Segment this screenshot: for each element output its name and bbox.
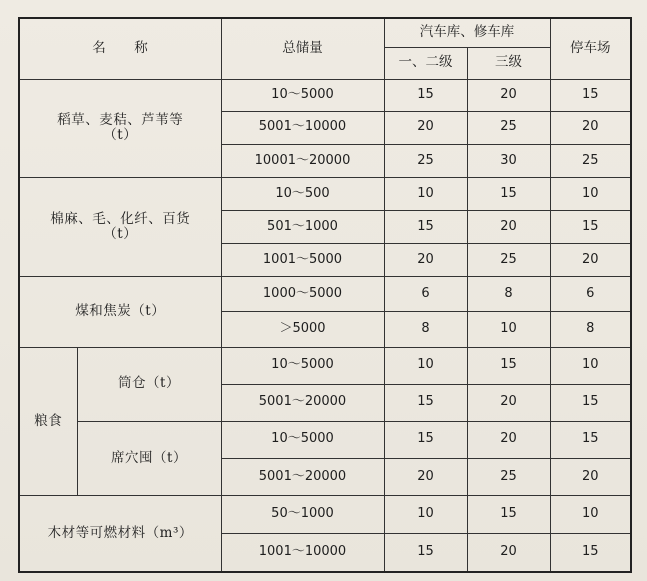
grade12-cell: 15 — [384, 211, 467, 244]
grade3-cell: 25 — [467, 458, 550, 495]
range-cell: 10～5000 — [221, 421, 384, 458]
grain-label: 粮食 — [19, 347, 77, 496]
parking-cell: 10 — [550, 496, 631, 534]
range-cell: 5001～20000 — [221, 384, 384, 421]
header-garage: 汽车库、修车库 — [384, 18, 550, 47]
range-cell: 10001～20000 — [221, 144, 384, 177]
grain-sub-mat: 席穴囤（t） — [77, 421, 221, 495]
grade3-cell: 10 — [467, 312, 550, 347]
grade3-cell: 8 — [467, 277, 550, 312]
range-cell: 10～5000 — [221, 347, 384, 384]
grade3-cell: 20 — [467, 384, 550, 421]
group-name-wood: 木材等可燃材料（m³） — [19, 496, 221, 572]
range-cell: 10～5000 — [221, 79, 384, 111]
parking-cell: 15 — [550, 384, 631, 421]
grade12-cell: 20 — [384, 111, 467, 144]
grade12-cell: 8 — [384, 312, 467, 347]
header-total: 总储量 — [221, 18, 384, 79]
range-cell: 50～1000 — [221, 496, 384, 534]
range-cell: ＞5000 — [221, 312, 384, 347]
range-cell: 5001～20000 — [221, 458, 384, 495]
range-cell: 10～500 — [221, 178, 384, 211]
fire-distance-table — [18, 17, 632, 573]
range-cell: 1000～5000 — [221, 277, 384, 312]
parking-cell: 20 — [550, 111, 631, 144]
parking-cell: 20 — [550, 244, 631, 277]
grade12-cell: 25 — [384, 144, 467, 177]
group-name-coal: 煤和焦炭（t） — [19, 277, 221, 347]
grade12-cell: 10 — [384, 178, 467, 211]
group-name-cotton: 棉麻、毛、化纤、百货 （t） — [19, 178, 221, 277]
grade3-cell: 20 — [467, 534, 550, 572]
grain-sub-silo: 筒仓（t） — [77, 347, 221, 421]
parking-cell: 6 — [550, 277, 631, 312]
grade12-cell: 15 — [384, 534, 467, 572]
group-name-straw: 稻草、麦秸、芦苇等 （t） — [19, 79, 221, 177]
range-cell: 1001～5000 — [221, 244, 384, 277]
header-parking: 停车场 — [550, 18, 631, 79]
range-cell: 5001～10000 — [221, 111, 384, 144]
parking-cell: 15 — [550, 211, 631, 244]
header-name: 名 称 — [19, 18, 221, 79]
grade3-cell: 15 — [467, 347, 550, 384]
header-grade12: 一、二级 — [384, 47, 467, 79]
grade3-cell: 20 — [467, 421, 550, 458]
grade12-cell: 15 — [384, 79, 467, 111]
parking-cell: 15 — [550, 421, 631, 458]
grade3-cell: 25 — [467, 244, 550, 277]
grade12-cell: 15 — [384, 384, 467, 421]
parking-cell: 15 — [550, 79, 631, 111]
grade3-cell: 25 — [467, 111, 550, 144]
grade12-cell: 20 — [384, 458, 467, 495]
grade3-cell: 15 — [467, 178, 550, 211]
range-cell: 501～1000 — [221, 211, 384, 244]
range-cell: 1001～10000 — [221, 534, 384, 572]
grade12-cell: 15 — [384, 421, 467, 458]
grade3-cell: 20 — [467, 79, 550, 111]
grade12-cell: 10 — [384, 496, 467, 534]
grade12-cell: 20 — [384, 244, 467, 277]
grade3-cell: 15 — [467, 496, 550, 534]
parking-cell: 10 — [550, 178, 631, 211]
grade12-cell: 6 — [384, 277, 467, 312]
parking-cell: 8 — [550, 312, 631, 347]
parking-cell: 10 — [550, 347, 631, 384]
grade3-cell: 30 — [467, 144, 550, 177]
parking-cell: 20 — [550, 458, 631, 495]
header-grade3: 三级 — [467, 47, 550, 79]
grade3-cell: 20 — [467, 211, 550, 244]
parking-cell: 15 — [550, 534, 631, 572]
parking-cell: 25 — [550, 144, 631, 177]
grade12-cell: 10 — [384, 347, 467, 384]
